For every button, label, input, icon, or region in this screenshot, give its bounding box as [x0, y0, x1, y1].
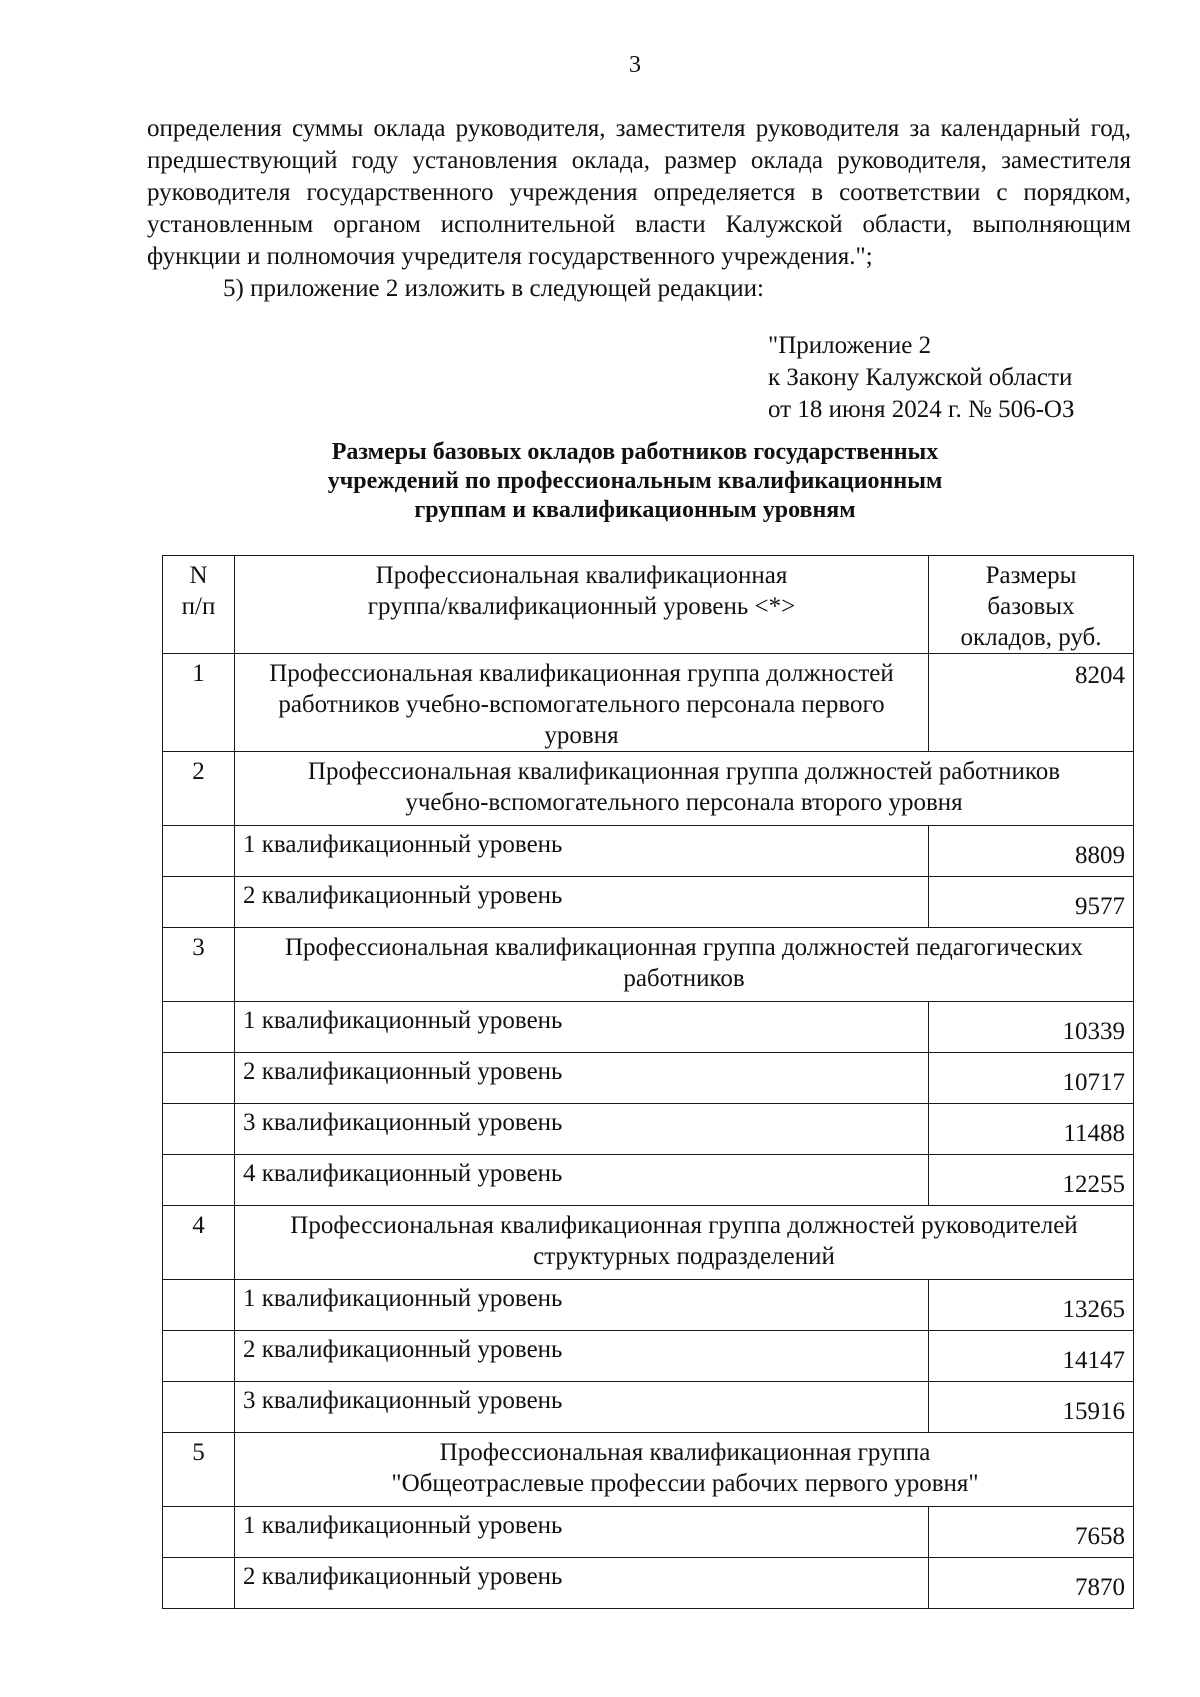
salary-value: 7658	[929, 1507, 1134, 1558]
salary-value: 15916	[929, 1382, 1134, 1433]
group-name: Профессиональная квалификационная группа должностей работников учебно-вспомогательного персонала второго уровня	[235, 752, 1134, 826]
table-row-level	[163, 877, 1134, 928]
page-number: 3	[629, 52, 641, 78]
group-name: Профессиональная квалификационная группа должностей работников учебно-вспомогательного персонала первого уровня	[235, 654, 929, 752]
table-row-level	[163, 1002, 1134, 1053]
appendix-ref-line: от 18 июня 2024 г. № 506-ОЗ	[768, 396, 1075, 423]
salary-value: 11488	[929, 1104, 1134, 1155]
salary-value: 12255	[929, 1155, 1134, 1206]
group-name: Профессиональная квалификационная группа должностей педагогических работников	[235, 928, 1134, 1002]
header-num: N п/п	[163, 556, 235, 654]
level-label: 1 квалификационный уровень	[235, 1280, 929, 1331]
body-text	[147, 113, 1131, 305]
table-row-level	[163, 1280, 1134, 1331]
paragraph-item-5: 5) приложение 2 изложить в следующей редакции:	[223, 275, 764, 302]
header-group: Профессиональная квалификационная группа/квалификационный уровень <*>	[235, 556, 929, 654]
salary-table	[162, 555, 1134, 1609]
table-row-group-1	[163, 654, 1134, 752]
table-row-group-4	[163, 1206, 1134, 1280]
table-title-line: Размеры базовых окладов работников государственных	[331, 439, 939, 465]
salary-value: 10339	[929, 1002, 1134, 1053]
group-name: Профессиональная квалификационная группа должностей руководителей структурных подразделений	[235, 1206, 1134, 1280]
table-title	[160, 438, 1110, 525]
table-row-level	[163, 1104, 1134, 1155]
table-row-level	[163, 826, 1134, 877]
level-label: 2 квалификационный уровень	[235, 877, 929, 928]
level-label: 2 квалификационный уровень	[235, 1053, 929, 1104]
group-name: Профессиональная квалификационная группа "Общеотраслевые профессии рабочих первого уровня"	[235, 1433, 1134, 1507]
level-label: 1 квалификационный уровень	[235, 826, 929, 877]
table-row-level	[163, 1331, 1134, 1382]
table-row-group-5	[163, 1433, 1134, 1507]
level-label: 2 квалификационный уровень	[235, 1558, 929, 1609]
salary-value: 9577	[929, 877, 1134, 928]
row-num: 5	[163, 1433, 235, 1507]
level-label: 3 квалификационный уровень	[235, 1382, 929, 1433]
level-label: 3 квалификационный уровень	[235, 1104, 929, 1155]
row-num: 1	[163, 654, 235, 752]
salary-value: 8809	[929, 826, 1134, 877]
level-label: 1 квалификационный уровень	[235, 1507, 929, 1558]
table-row-level	[163, 1053, 1134, 1104]
salary-value: 7870	[929, 1558, 1134, 1609]
row-num: 3	[163, 928, 235, 1002]
appendix-ref-line: к Закону Калужской области	[768, 364, 1073, 391]
appendix-reference	[768, 330, 1074, 426]
table-row-level	[163, 1382, 1134, 1433]
salary-value: 13265	[929, 1280, 1134, 1331]
appendix-ref-line: "Приложение 2	[768, 332, 932, 359]
table-row-group-3	[163, 928, 1134, 1002]
table-row-level	[163, 1507, 1134, 1558]
table-row-group-2	[163, 752, 1134, 826]
table-row-level	[163, 1155, 1134, 1206]
salary-value: 10717	[929, 1053, 1134, 1104]
table-header-row	[163, 556, 1134, 654]
table-row-level	[163, 1558, 1134, 1609]
paragraph-continuation: определения суммы оклада руководителя, заместителя руководителя за календарный год, предшествующий году установления оклада, размер оклада руководителя, заместителя руководителя государственного учреждения определяется в соответствии с порядком, установленным органом исполнительной власти Калужской области, выполняющим функции и полномочия учредителя государственного учреждения.";	[147, 115, 1131, 270]
row-num: 2	[163, 752, 235, 826]
salary-value: 8204	[929, 654, 1134, 752]
level-label: 2 квалификационный уровень	[235, 1331, 929, 1382]
header-salary: Размеры базовых окладов, руб.	[929, 556, 1134, 654]
level-label: 4 квалификационный уровень	[235, 1155, 929, 1206]
table-title-line: группам и квалификационным уровням	[414, 497, 856, 523]
table-title-line: учреждений по профессиональным квалификационным	[327, 468, 943, 494]
salary-value: 14147	[929, 1331, 1134, 1382]
level-label: 1 квалификационный уровень	[235, 1002, 929, 1053]
row-num: 4	[163, 1206, 235, 1280]
